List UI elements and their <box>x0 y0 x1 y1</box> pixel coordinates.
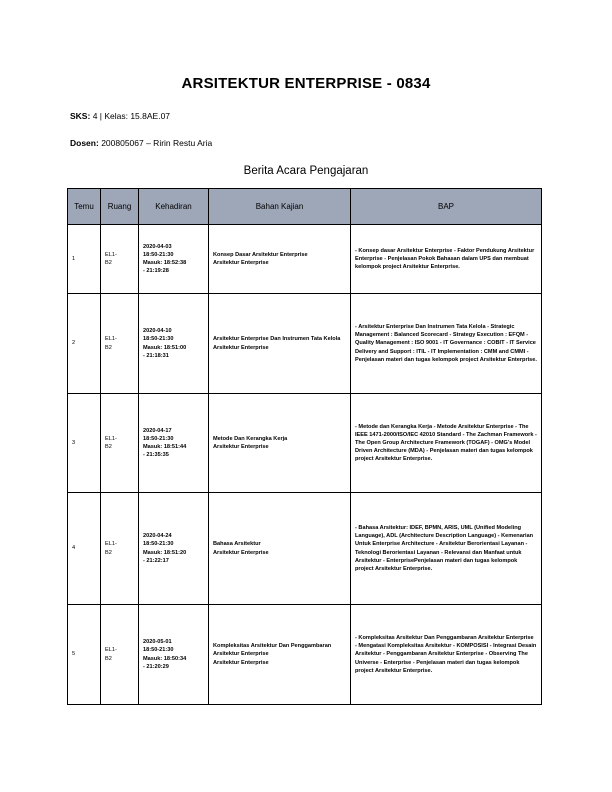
cell-ruang: EL1- B2 <box>101 225 139 294</box>
cell-kehadiran: 2020-04-10 18:50-21:30 Masuk: 18:51:00 - 21:18:31 <box>139 294 209 394</box>
cell-kehadiran: 2020-05-01 18:50-21:30 Masuk: 18:50:34 - 21:20:29 <box>139 605 209 705</box>
cell-bap: - Metode dan Kerangka Kerja - Metode Arsitektur Enterprise - The IEEE 1471-2000/ISO/IEC 42010 Standard - The Zachman Framework - The Open Group Architecture Framework (TOGAF) - OMG's Model Driven Architecture (MDA) - Penjelasan materi dan tugas kelompok project Arsitektur Enterprise. <box>351 394 542 493</box>
cell-bap: - Kompleksitas Arsitektur Dan Penggambaran Arsitektur Enterprise - Mengatasi Kompleksitas Arsitektur - KOMPOSISI - Integrasi Desain Arsitektur - Penggambaran Arsitektur Enterprise - Observing The Universe - Enterprise - Penjelasan materi dan tugas kelompok project Arsitektur Enterprise. <box>351 605 542 705</box>
header-temu: Temu <box>68 189 101 225</box>
dosen-value: 200805067 – Ririn Restu Aria <box>101 138 213 148</box>
cell-bahan: Konsep Dasar Arsitektur Enterprise Arsitektur Enterprise <box>209 225 351 294</box>
course-meta <box>70 111 170 121</box>
cell-kehadiran: 2020-04-03 18:50-21:30 Masuk: 18:52:38 - 21:19:28 <box>139 225 209 294</box>
cell-temu: 1 <box>68 225 101 294</box>
cell-ruang: EL1- B2 <box>101 493 139 605</box>
section-title: Berita Acara Pengajaran <box>243 165 369 177</box>
cell-bahan: Arsitektur Enterprise Dan Instrumen Tata Kelola Arsitektur Enterprise <box>209 294 351 394</box>
table-row <box>68 225 542 294</box>
cell-bahan: Bahasa Arsitektur Arsitektur Enterprise <box>209 493 351 605</box>
table-row <box>68 605 542 705</box>
cell-temu: 3 <box>68 394 101 493</box>
cell-bap: - Arsitektur Enterprise Dan Instrumen Tata Kelola - Strategic Management : Balanced Scorecard - Strategy Execution : EFQM - Quality Management : ISO 9001 - IT Governance : COBIT - IT Service Delivery and Support : ITIL - IT Implementation : CMM and CMMI - Penjelasan materi dan tugas kelompok project Arsitektur Enterprise. <box>351 294 542 394</box>
header-ruang: Ruang <box>101 189 139 225</box>
sks-label: SKS: <box>70 111 91 121</box>
header-bap: BAP <box>351 189 542 225</box>
teaching-record-table <box>67 188 542 705</box>
cell-bahan: Kompleksitas Arsitektur Dan Penggambaran Arsitektur Enterprise Arsitektur Enterprise <box>209 605 351 705</box>
cell-bap: - Konsep dasar Arsitektur Enterprise - Faktor Pendukung Arsitektur Enterprise - Penjelasan Pokok Bahasan dalam UPS dan membuat kelompok project Arsitektur Enterprise. <box>351 225 542 294</box>
cell-temu: 4 <box>68 493 101 605</box>
cell-kehadiran: 2020-04-17 18:50-21:30 Masuk: 18:51:44 - 21:35:35 <box>139 394 209 493</box>
cell-temu: 5 <box>68 605 101 705</box>
table-header-row <box>68 189 542 225</box>
dosen-label: Dosen: <box>70 138 99 148</box>
cell-ruang: EL1- B2 <box>101 394 139 493</box>
header-bahan-kajian: Bahan Kajian <box>209 189 351 225</box>
sks-kelas-value: 4 | Kelas: 15.8AE.07 <box>92 111 171 121</box>
cell-bahan: Metode Dan Kerangka Kerja Arsitektur Enterprise <box>209 394 351 493</box>
table-row <box>68 394 542 493</box>
lecturer-meta <box>70 138 212 148</box>
cell-bap: - Bahasa Arsitektur: IDEF, BPMN, ARIS, UML (Unified Modeling Language), ADL (Architecture Description Language) - Kemenarian Untuk Enterprise Architecture - Arsitektur Berorientasi Layanan - Teknologi Berorientasi Layanan - Relevansi dan Manfaat untuk Arsitektur - EnterprisePenjelasan materi dan tugas kelompok project Arsitektur Enterprise. <box>351 493 542 605</box>
document-title: ARSITEKTUR ENTERPRISE - 0834 <box>181 75 431 92</box>
cell-ruang: EL1- B2 <box>101 605 139 705</box>
table-row <box>68 493 542 605</box>
cell-ruang: EL1- B2 <box>101 294 139 394</box>
cell-kehadiran: 2020-04-24 18:50-21:30 Masuk: 18:51:20 - 21:22:17 <box>139 493 209 605</box>
cell-temu: 2 <box>68 294 101 394</box>
table-row <box>68 294 542 394</box>
header-kehadiran: Kehadiran <box>139 189 209 225</box>
